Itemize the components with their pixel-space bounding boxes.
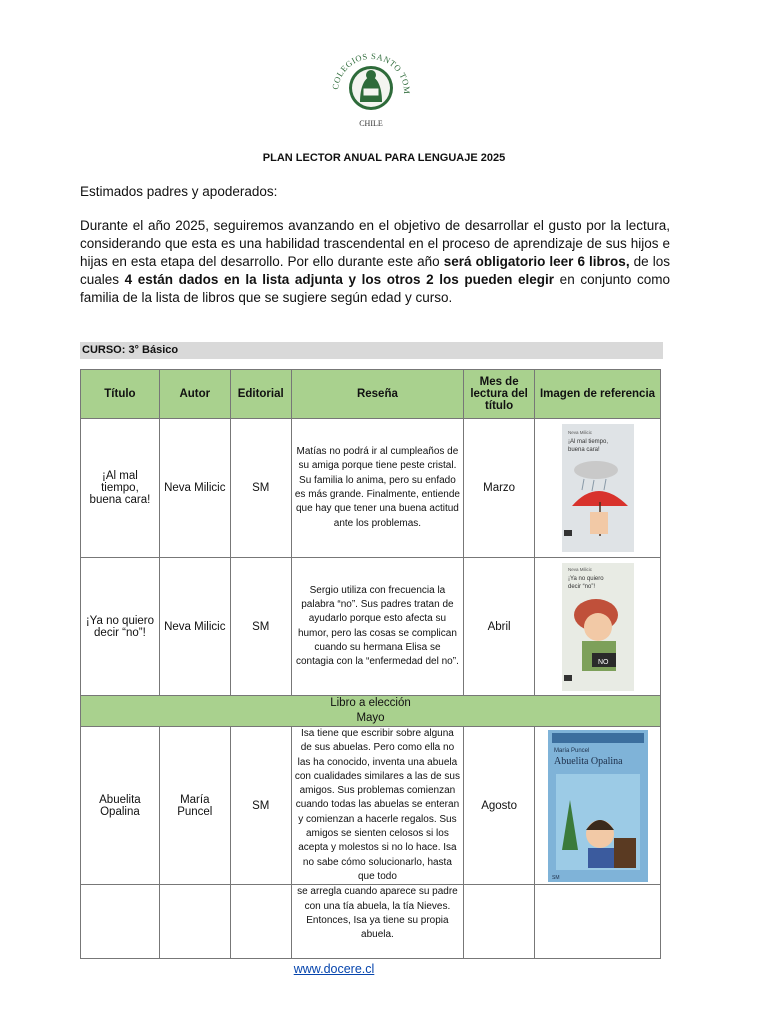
book-publisher: SM	[230, 558, 291, 696]
svg-text:SM: SM	[551, 874, 560, 881]
book-title: ¡Al mal tiempo, buena cara!	[81, 419, 160, 558]
book-publisher: SM	[230, 727, 291, 885]
greeting: Estimados padres y apoderados:	[80, 184, 278, 199]
book-review: Isa tiene que escribir sobre alguna de sus abuelas. Pero como ella no las ha conocido, inventa una abuela con cualidades similares a las de sus amigos. Sus problemas comienzan cuando todas las abuelas se enteran y comienzan a hacerle regalos. Sus amigos se sienten celosos si los acepta y molestos si no lo hace. Isa no sabe cómo solucionarlo, hasta que todo	[291, 727, 464, 885]
header-imagen: Imagen de referencia	[535, 370, 661, 419]
svg-text:NO: NO	[597, 658, 609, 666]
cover-title: Abuelita Opalina	[553, 755, 623, 767]
website-link[interactable]: www.docere.cl	[293, 962, 375, 976]
empty-cell	[535, 885, 661, 959]
book-cover-cell	[535, 558, 661, 696]
table-row	[81, 419, 661, 558]
course-label: CURSO: 3° Básico	[80, 342, 663, 359]
intro-text-1: Durante el año 2025, seguiremos avanzando en el objetivo de desarrollar el gusto por la lectura, considerando que esta es una habilidad trascendental en el proceso de aprendizaje de sus hijos e hijas en esta etapa del desarrollo. Por ello durante este año	[80, 218, 670, 269]
empty-cell	[464, 885, 535, 959]
book-month: Marzo	[464, 419, 535, 558]
table-row	[81, 885, 661, 959]
empty-cell	[159, 885, 230, 959]
svg-text:¡Ya no quiero: ¡Ya no quiero	[567, 575, 604, 582]
book-cover-image	[562, 424, 634, 552]
book-review: Matías no podrá ir al cumpleaños de su amiga porque tiene peste cristal. Su familia lo anima, pero su enfado es más grande. Finalmente, entiende que hay que tener una buena actitud ante los problemas.	[291, 419, 464, 558]
empty-cell	[230, 885, 291, 959]
table-row	[81, 727, 661, 885]
intro-paragraph	[80, 217, 670, 307]
book-author: María Puncel	[159, 727, 230, 885]
book-title: Abuelita Opalina	[81, 727, 160, 885]
free-choice-label: Libro a elección	[330, 697, 411, 709]
intro-text-3: en conjunto como familia de la lista de libros que se sugiere según edad y curso.	[80, 272, 670, 305]
free-choice-cell	[81, 696, 661, 727]
book-cover-cell	[535, 419, 661, 558]
empty-cell	[81, 885, 160, 959]
header-titulo: Título	[81, 370, 160, 419]
school-logo	[326, 48, 416, 130]
book-month: Agosto	[464, 727, 535, 885]
header-resena: Reseña	[291, 370, 464, 419]
free-choice-month: Mayo	[356, 712, 385, 724]
cover-author: María Puncel	[553, 747, 589, 754]
book-cover-image	[548, 730, 648, 882]
table-header-row	[81, 370, 661, 419]
book-list-table	[80, 369, 661, 959]
book-cover-image	[562, 563, 634, 691]
book-title: ¡Ya no quiero decir “no”!	[81, 558, 160, 696]
logo-subtext: CHILE	[359, 119, 383, 128]
book-cover-cell	[535, 727, 661, 885]
page-title: PLAN LECTOR ANUAL PARA LENGUAJE 2025	[262, 152, 506, 164]
book-month: Abril	[464, 558, 535, 696]
intro-text-2: de los cuales	[80, 254, 670, 287]
table-row	[81, 558, 661, 696]
svg-text:decir “no”!: decir “no”!	[567, 583, 595, 590]
cover-author: Neva Milicic	[567, 566, 592, 572]
book-review-continued: se arregla cuando aparece su padre con una tía abuela, la tía Nieves. Entonces, Isa ya tiene su propia abuela.	[291, 885, 464, 959]
logo-arc-text: COLEGIOS SANTO TOM	[330, 50, 413, 95]
book-author: Neva Milicic	[159, 558, 230, 696]
cover-author: Neva Milicic	[567, 430, 592, 435]
header-editorial: Editorial	[230, 370, 291, 419]
book-review: Sergio utiliza con frecuencia la palabra “no”. Sus padres tratan de ayudarlo porque esto afecta su humor, pero las cosas se complican cuando su hermana Elisa se contagia con la “enfermedad del no”.	[291, 558, 464, 696]
svg-text:buena cara!: buena cara!	[567, 447, 600, 453]
book-author: Neva Milicic	[159, 419, 230, 558]
free-choice-row	[81, 696, 661, 727]
book-publisher: SM	[230, 419, 291, 558]
intro-bold-2: 4 están dados en la lista adjunta y los otros 2 los pueden elegir	[124, 272, 555, 287]
svg-text:¡Al mal tiempo,: ¡Al mal tiempo,	[567, 439, 608, 445]
intro-bold-1: será obligatorio leer 6 libros,	[443, 254, 630, 269]
header-mes: Mes de lectura del título	[464, 370, 535, 419]
header-autor: Autor	[159, 370, 230, 419]
